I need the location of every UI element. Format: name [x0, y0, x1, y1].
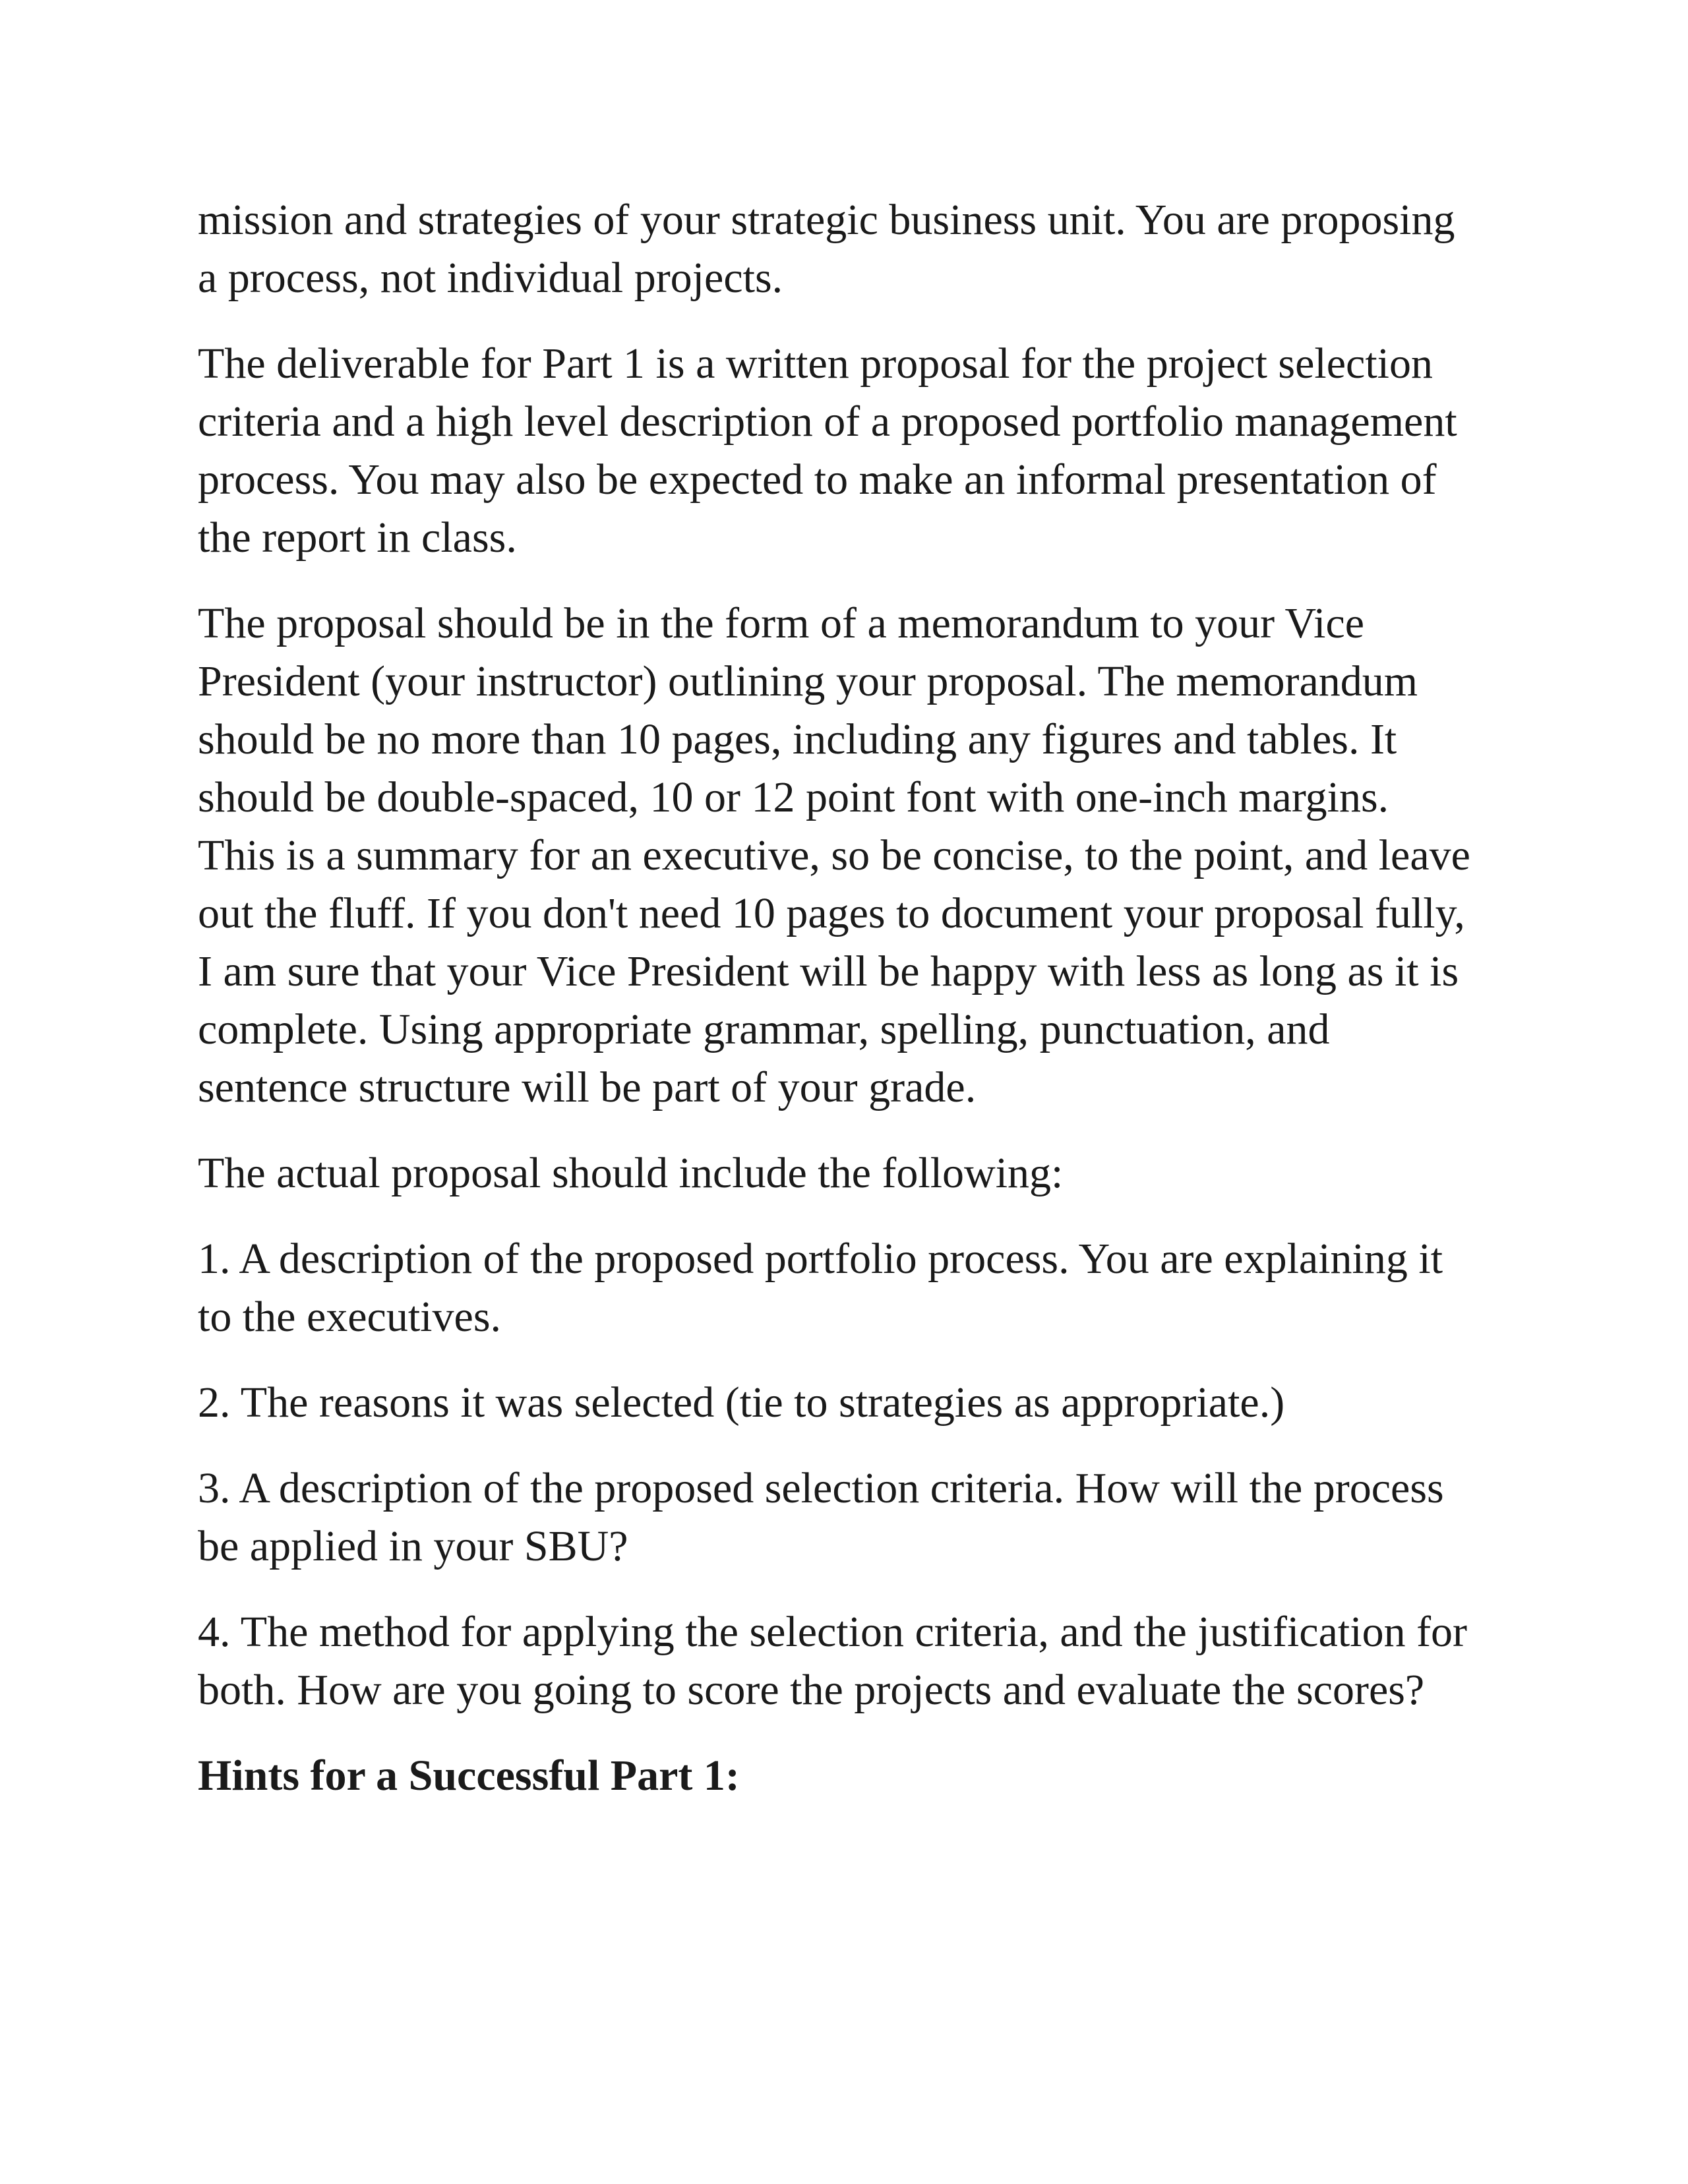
paragraph-mission-intro: mission and strategies of your strategic business unit. You are proposing a process, not individual projects.	[198, 196, 1455, 302]
paragraph-deliverable: The deliverable for Part 1 is a written proposal for the project selection criteria and a high level description of a proposed portfolio management process. You may also be expected to make an informal presentation of the report in class.	[198, 339, 1457, 562]
list-item-2: 2. The reasons it was selected (tie to strategies as appropriate.)	[198, 1378, 1285, 1427]
section-heading-hints: Hints for a Successful Part 1:	[198, 1752, 740, 1800]
paragraph-memorandum-format: The proposal should be in the form of a memorandum to your Vice President (your instructor) outlining your proposal. The memorandum should be no more than 10 pages, including any figures and tables. It should be double-spaced, 10 or 12 point font with one-inch margins. This is a summary for an executive, so be concise, to the point, and leave out the fluff. If you don't need 10 pages to document your proposal fully, I am sure that your Vice President will be happy with less as long as it is complete. Using appropriate grammar, spelling, punctuation, and sentence structure will be part of your grade.	[198, 599, 1470, 1111]
list-item-1: 1. A description of the proposed portfolio process. You are explaining it to the executives.	[198, 1235, 1443, 1341]
paragraph-proposal-includes: The actual proposal should include the following:	[198, 1149, 1064, 1197]
document-body	[198, 191, 1503, 1805]
list-item-4: 4. The method for applying the selection criteria, and the justification for both. How are you going to score the projects and evaluate the scores?	[198, 1608, 1468, 1714]
list-item-3: 3. A description of the proposed selection criteria. How will the process be applied in your SBU?	[198, 1464, 1444, 1570]
